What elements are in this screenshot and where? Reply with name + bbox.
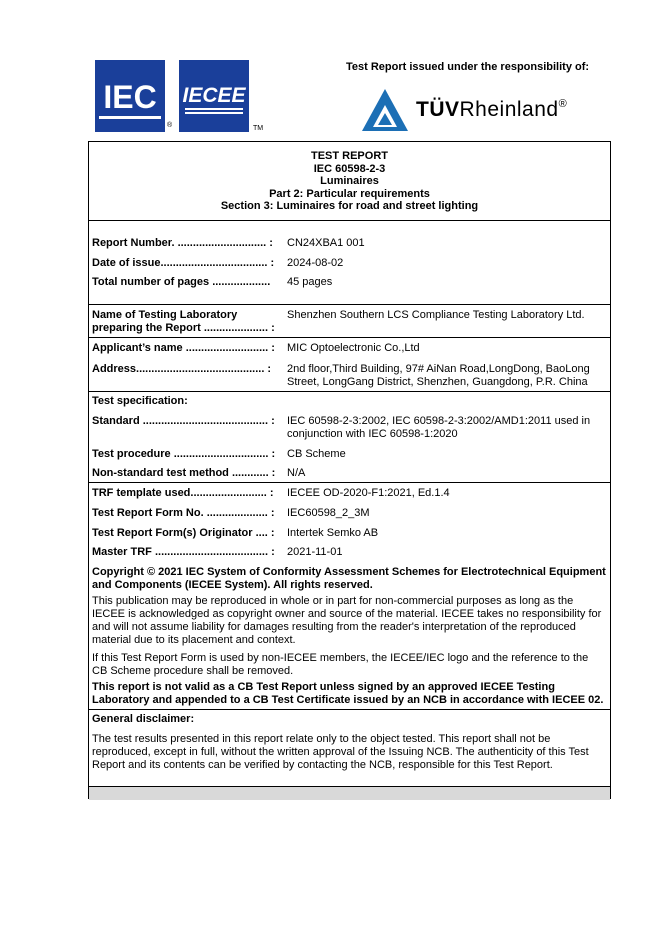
lab-name-value: Shenzhen Southern LCS Compliance Testing Laboratory Ltd. [287, 309, 585, 321]
report-number-label: Report Number. ............................. : [92, 237, 273, 249]
tuv-triangle-icon [360, 85, 410, 133]
disclaimer-text: The test results presented in this report relate only to the object tested. This report shall not be reproduced, except in full, without the written approval of the Issuing NCB. The authenticity of this Test Report and its contents can be verified by contacting the NCB, responsible for this Test Report. [92, 733, 589, 771]
title-line-4: Part 2: Particular requirements [269, 187, 430, 200]
disclaimer-heading: General disclaimer: [92, 713, 195, 725]
title-line-2: IEC 60598-2-3 [313, 162, 386, 175]
total-pages-value: 45 pages [287, 276, 333, 288]
tuv-brand-rest: Rheinland [459, 98, 559, 121]
divider [89, 304, 610, 305]
tuv-brand-bold: TÜV [416, 98, 460, 121]
iecee-logo [179, 60, 249, 132]
test-procedure-value: CB Scheme [287, 448, 346, 460]
trf-form-no-value: IEC60598_2_3M [287, 507, 370, 519]
date-of-issue-label: Date of issue................................... : [92, 257, 275, 269]
divider [89, 709, 610, 710]
tuv-rheinland-logo [360, 85, 590, 135]
address-value: 2nd floor,Third Building, 97# AiNan Road,LongDong, BaoLong Street, LongGang District, Shenzhen, Guangdong, P.R. China [287, 363, 590, 388]
report-title-block [89, 142, 610, 221]
title-line-3: Luminaires [320, 175, 379, 187]
tuv-registered-mark: ® [558, 98, 568, 110]
copyright-paragraph-2: If this Test Report Form is used by non-IECEE members, the IECEE/IEC logo and the reference to the CB Scheme procedure shall be removed. [92, 652, 589, 677]
copyright-paragraph-1: This publication may be reproduced in whole or in part for non-commercial purposes as long as the IECEE is acknowledged as copyright owner and source of the material. IECEE takes no responsibility for and will not assume liability for damages resulting from the reader's interpretation of the reproduced material due to its placement and context. [92, 595, 602, 646]
responsibility-text: Test Report issued under the responsibility of: [346, 61, 590, 73]
divider [89, 391, 610, 392]
master-trf-value: 2021-11-01 [287, 546, 343, 558]
report-number-value: CN24XBA1 001 [287, 237, 365, 249]
test-spec-label: Test specification: [92, 395, 188, 407]
lab-name-label-1: Name of Testing Laboratory [92, 309, 238, 321]
trf-template-label: TRF template used......................... : [92, 487, 274, 499]
iecee-logo-text: IECEE [182, 84, 246, 107]
tuv-brand-text [416, 98, 567, 122]
report-frame [88, 141, 611, 799]
date-of-issue-value: 2024-08-02 [287, 257, 344, 269]
cb-validity-note: This report is not valid as a CB Test Report unless signed by an approved IECEE Testing Laboratory and appended to a CB Test Certificate issued by an NCB in accordance with IECEE 02. [92, 681, 604, 706]
standard-label: Standard ......................................... : [92, 415, 275, 427]
trademark-mark: TM [253, 125, 264, 132]
trf-originator-value: Intertek Semko AB [287, 527, 379, 539]
title-line-1: TEST REPORT [310, 150, 388, 162]
trf-form-no-label: Test Report Form No. .................... : [92, 507, 275, 519]
applicant-value: MIC Optoelectronic Co.,Ltd [287, 342, 420, 354]
applicant-label: Applicant’s name ........................... : [92, 342, 275, 354]
iec-logo [95, 60, 165, 132]
non-standard-label: Non-standard test method ............ : [92, 467, 276, 479]
divider [89, 482, 610, 483]
total-pages-label: Total number of pages ................... [92, 276, 271, 288]
title-line-5: Section 3: Luminaires for road and street lighting [220, 200, 479, 212]
standard-value: IEC 60598-2-3:2002, IEC 60598-2-3:2002/AMD1:2011 used in conjunction with IEC 60598-1:2020 [287, 415, 591, 440]
footer-bar [89, 786, 610, 800]
registered-mark: ® [167, 122, 173, 129]
trf-originator-label: Test Report Form(s) Originator .... : [92, 527, 275, 539]
non-standard-value: N/A [287, 467, 306, 479]
copyright-heading: Copyright © 2021 IEC System of Conformity Assessment Schemes for Electrotechnical Equipment and Components (IECEE System). All rights reserved. [92, 566, 606, 591]
address-label: Address.......................................... : [92, 363, 272, 375]
divider [89, 337, 610, 338]
test-procedure-label: Test procedure ............................... : [92, 448, 276, 460]
iec-logo-text: IEC [103, 79, 157, 115]
trf-template-value: IECEE OD-2020-F1:2021, Ed.1.4 [287, 487, 450, 499]
lab-name-label-2: preparing the Report ..................... : [92, 322, 275, 334]
master-trf-label: Master TRF ..................................... : [92, 546, 275, 558]
